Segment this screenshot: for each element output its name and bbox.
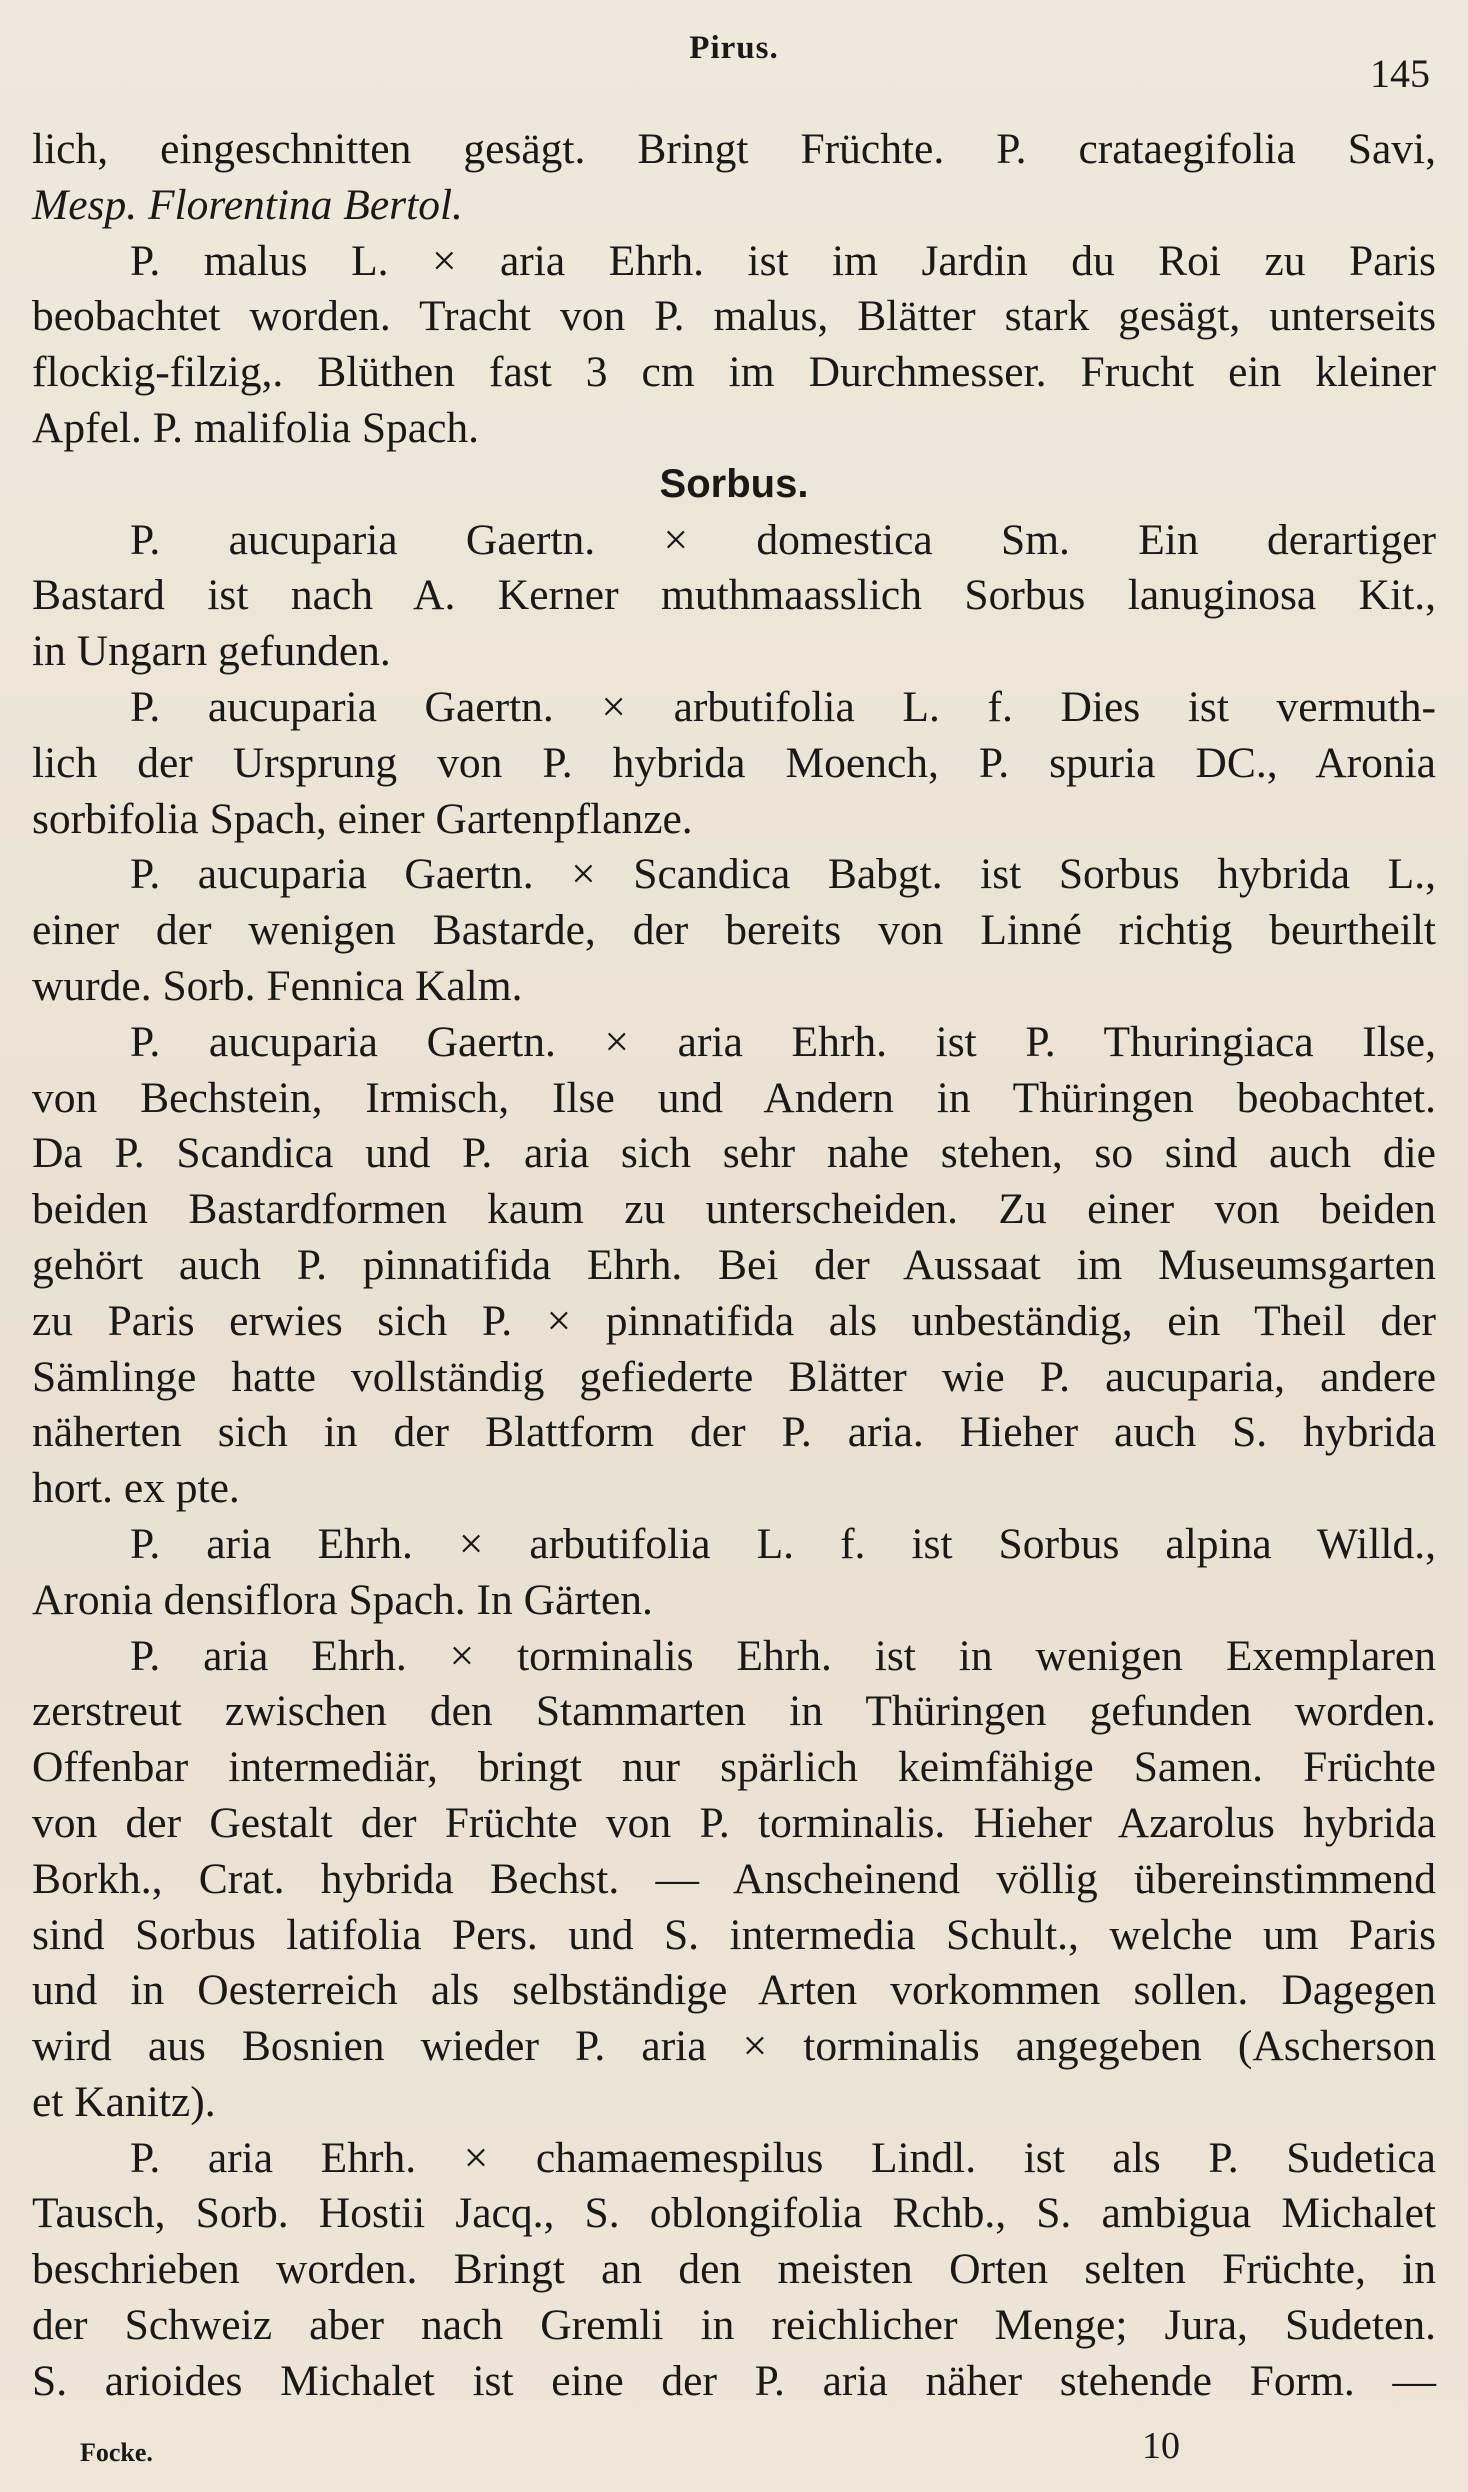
text-line: in Ungarn gefunden. <box>32 627 391 676</box>
text-line: gehört auch P. pinnatifida Ehrh. Bei der Aussaat im Museumsgarten <box>32 1240 1436 1289</box>
body-text <box>32 122 1436 2410</box>
text-line: Apfel. P. malifolia Spach. <box>32 403 480 452</box>
text-line: beobachtet worden. Tracht von P. malus, Blätter stark gesägt, unterseits <box>32 292 1436 341</box>
running-head: Pirus. <box>689 30 779 66</box>
text-line: P. malus L. × aria Ehrh. ist im Jardin du Roi zu Paris <box>130 236 1436 285</box>
text-line: Borkh., Crat. hybrida Bechst. — Anscheinend völlig übereinstimmend <box>32 1854 1436 1903</box>
text-line: wurde. Sorb. Fennica Kalm. <box>32 961 523 1010</box>
text-line: S. arioides Michalet ist eine der P. aria näher stehende Form. — <box>32 2356 1436 2405</box>
footer-author: Focke. <box>80 2438 153 2467</box>
text-line: von der Gestalt der Früchte von P. torminalis. Hieher Azarolus hybrida <box>32 1798 1436 1847</box>
text-line: P. aucuparia Gaertn. × aria Ehrh. ist P. Thuringiaca Ilse, <box>130 1017 1436 1066</box>
text-line: einer der wenigen Bastarde, der bereits von Linné richtig beurtheilt <box>32 906 1436 955</box>
text-line: wird aus Bosnien wieder P. aria × torminalis angegeben (Ascherson <box>32 2022 1436 2071</box>
text-line: P. aucuparia Gaertn. × arbutifolia L. f. Dies ist vermuth- <box>130 682 1436 731</box>
text-line: beschrieben worden. Bringt an den meisten Orten selten Früchte, in <box>32 2245 1436 2294</box>
text-line: P. aria Ehrh. × torminalis Ehrh. ist in wenigen Exemplaren <box>130 1631 1436 1680</box>
signature-mark: 10 <box>1142 2425 1180 2467</box>
text-line: P. aucuparia Gaertn. × domestica Sm. Ein derartiger <box>130 515 1436 564</box>
text-line: P. aucuparia Gaertn. × Scandica Babgt. ist Sorbus hybrida L., <box>130 850 1436 899</box>
text-line: zu Paris erwies sich P. × pinnatifida als unbeständig, ein Theil der <box>32 1296 1436 1345</box>
text-line: Offenbar intermediär, bringt nur spärlich keimfähige Samen. Früchte <box>32 1743 1436 1792</box>
text-line: Sämlinge hatte vollständig gefiederte Blätter wie P. aucuparia, andere <box>32 1352 1436 1401</box>
text-line: und in Oesterreich als selbständige Arten vorkommen sollen. Dagegen <box>32 1966 1436 2015</box>
text-line: Aronia densiflora Spach. In Gärten. <box>32 1575 653 1624</box>
text-line: näherten sich in der Blattform der P. aria. Hieher auch S. hybrida <box>32 1408 1436 1457</box>
text-line: et Kanitz). <box>32 2077 216 2126</box>
text-line: P. aria Ehrh. × arbutifolia L. f. ist Sorbus alpina Willd., <box>130 1519 1436 1568</box>
text-line: P. aria Ehrh. × chamaemespilus Lindl. ist als P. Sudetica <box>130 2133 1436 2182</box>
text-line: Tausch, Sorb. Hostii Jacq., S. oblongifolia Rchb., S. ambigua Michalet <box>32 2189 1436 2238</box>
section-heading: Sorbus. <box>659 461 809 506</box>
text-line: sorbifolia Spach, einer Gartenpflanze. <box>32 794 693 843</box>
text-line: hort. ex pte. <box>32 1464 240 1513</box>
text-line: Mesp. Florentina Bertol. <box>32 180 463 229</box>
text-line: von Bechstein, Irmisch, Ilse und Andern in Thüringen beobachtet. <box>32 1073 1436 1122</box>
text-line: flockig-filzig,. Blüthen fast 3 cm im Durchmesser. Frucht ein kleiner <box>32 348 1436 397</box>
text-line: der Schweiz aber nach Gremli in reichlicher Menge; Jura, Sudeten. <box>32 2301 1436 2350</box>
text-line: Da P. Scandica und P. aria sich sehr nahe stehen, so sind auch die <box>32 1129 1436 1178</box>
text-line: Bastard ist nach A. Kerner muthmaasslich Sorbus lanuginosa Kit., <box>32 571 1436 620</box>
text-line: lich, eingeschnitten gesägt. Bringt Früchte. P. crataegifolia Savi, <box>32 125 1436 173</box>
text-line: beiden Bastardformen kaum zu unterscheiden. Zu einer von beiden <box>32 1185 1436 1234</box>
page-number: 145 <box>1370 51 1430 96</box>
text-line: lich der Ursprung von P. hybrida Moench, P. spuria DC., Aronia <box>32 738 1436 787</box>
text-line: sind Sorbus latifolia Pers. und S. intermedia Schult., welche um Paris <box>32 1910 1436 1959</box>
text-line: zerstreut zwischen den Stammarten in Thüringen gefunden worden. <box>32 1687 1436 1736</box>
